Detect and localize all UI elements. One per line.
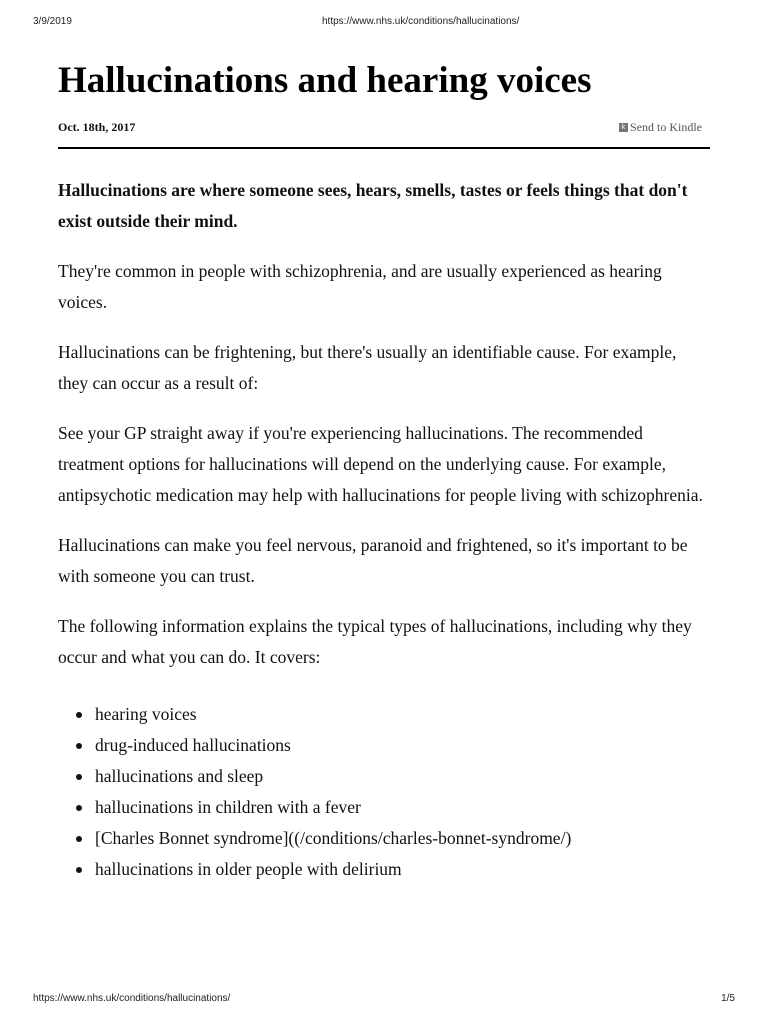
list-item-text: drug-induced hallucinations [95,735,291,755]
bullet-icon [76,774,82,780]
send-to-kindle-link[interactable] [619,120,702,135]
article [58,56,710,885]
list-item [95,823,710,854]
bullet-icon [76,712,82,718]
list-item [95,761,710,792]
paragraph: The following information explains the typical types of hallucinations, including why they occur and what you can do. It covers: [58,616,692,667]
list-item-text: hallucinations and sleep [95,766,264,786]
list-item [95,730,710,761]
title-divider [58,147,710,149]
kindle-icon: k [619,123,628,132]
article-meta [58,120,710,142]
list-item-text: hallucinations in children with a fever [95,797,361,817]
article-date: Oct. 18th, 2017 [58,120,136,134]
print-footer-url[interactable]: https://www.nhs.uk/conditions/hallucinations/ [33,993,231,1004]
bullet-icon [76,805,82,811]
list-item-text: hallucinations in older people with delirium [95,859,402,879]
bullet-icon [76,867,82,873]
paragraph: See your GP straight away if you're experiencing hallucinations. The recommended treatment options for hallucinations will depend on the underlying cause. For example, antipsychotic medication may help with hallucinations for people living with schizophrenia. [58,423,703,505]
print-footer [0,993,768,1007]
list-item [95,854,710,885]
paragraph: They're common in people with schizophrenia, and are usually experienced as hearing voices. [58,261,662,312]
article-body [58,175,710,885]
article-title: Hallucinations and hearing voices [58,60,592,101]
topics-list [58,699,710,885]
paragraph: Hallucinations can be frightening, but there's usually an identifiable cause. For example, they can occur as a result of: [58,342,677,393]
print-header [0,16,768,30]
paragraph: Hallucinations can make you feel nervous, paranoid and frightened, so it's important to be with someone you can trust. [58,535,688,586]
page-number: 1/5 [721,993,735,1004]
bullet-icon [76,743,82,749]
print-header-url[interactable]: https://www.nhs.uk/conditions/hallucinations/ [322,16,520,27]
list-item-text: hearing voices [95,704,197,724]
lead-paragraph: Hallucinations are where someone sees, hears, smells, tastes or feels things that don't exist outside their mind. [58,180,688,231]
send-to-kindle-label: Send to Kindle [630,120,702,134]
list-item [95,699,710,730]
print-date: 3/9/2019 [33,16,72,27]
bullet-icon [76,836,82,842]
list-item [95,792,710,823]
list-item-text: [Charles Bonnet syndrome]((/conditions/charles-bonnet-syndrome/) [95,828,572,848]
